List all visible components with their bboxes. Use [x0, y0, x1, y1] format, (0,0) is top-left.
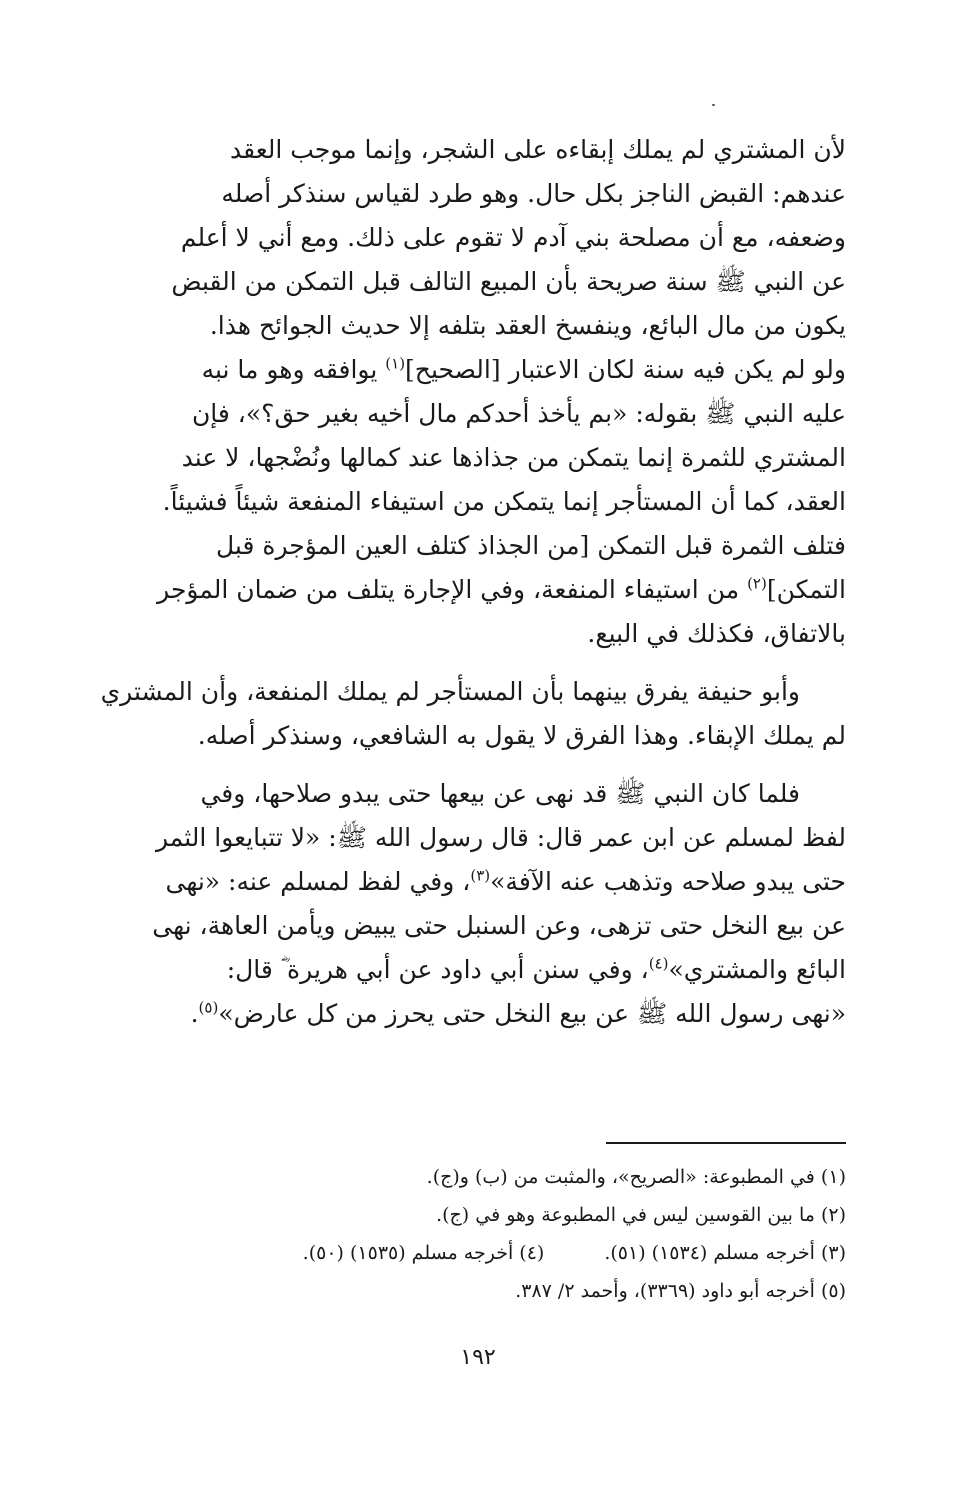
footnote-ref: (٣)	[470, 866, 491, 885]
footnote: (٤) أخرجه مسلم (١٥٣٥) (٥٠).	[302, 1242, 545, 1264]
text-segment: يوافقه وهو ما نبه	[201, 355, 386, 384]
text-line: المشتري للثمرة إنما يتمكن من جذاذها عند كمالها ونُضْجها، لا عند	[181, 443, 846, 472]
text-segment: حتى يبدو صلاحه وتذهب عنه الآفة»	[490, 867, 846, 896]
text-segment: ولو لم يكن فيه سنة لكان الاعتبار [الصحيح]	[405, 355, 846, 384]
text-line: بالاتفاق، فكذلك في البيع.	[587, 619, 846, 648]
footnotes	[100, 1158, 846, 1310]
text-line: عن النبي ﷺ سنة صريحة بأن المبيع التالف قبل التمكن من القبض	[171, 267, 846, 296]
text-line: فتلف الثمرة قبل التمكن [من الجذاذ كتلف العين المؤجرة قبل	[215, 531, 846, 560]
footnote: (٢) ما بين القوسين ليس في المطبوعة وهو في (ج).	[436, 1204, 846, 1226]
footnote-row	[100, 1234, 846, 1272]
footnote-ref: (٢)	[747, 574, 767, 593]
text-line: العقد، كما أن المستأجر إنما يتمكن من استيفاء المنفعة شيئاً فشيئاً.	[162, 487, 846, 516]
text-segment: البائع والمشتري»	[668, 955, 846, 984]
main-text	[100, 128, 846, 1036]
text-line: لفظ لمسلم عن ابن عمر قال: قال رسول الله ﷺ: «لا تتبايعوا الثمر	[156, 823, 846, 852]
footnote-ref: (٤)	[648, 954, 669, 973]
text-line: يكون من مال البائع، وينفسخ العقد بتلفه إلا حديث الجوائح هذا.	[209, 311, 846, 340]
text-segment: من استيفاء المنفعة، وفي الإجارة يتلف من ضمان المؤجر	[157, 575, 748, 604]
footnote: (٣) أخرجه مسلم (١٥٣٤) (٥١).	[604, 1242, 846, 1264]
scan-speck	[712, 104, 715, 106]
text-segment: التمكن]	[766, 575, 846, 604]
text-segment: ، وفي سنن أبي داود عن أبي هريرة ؓ قال:	[226, 955, 649, 984]
text-line	[100, 992, 846, 1036]
page-number: ١٩٢	[460, 1345, 496, 1370]
text-line	[100, 348, 846, 392]
text-line	[100, 948, 846, 992]
text-line: عندهم: القبض الناجز بكل حال. وهو طرد لقياس سنذكر أصله	[221, 179, 846, 208]
text-line: عن بيع النخل حتى تزهى، وعن السنبل حتى يبيض ويأمن العاهة، نهى	[152, 911, 846, 940]
text-line: لأن المشتري لم يملك إبقاءه على الشجر، وإنما موجب العقد	[229, 135, 846, 164]
text-line: وأبو حنيفة يفرق بينهما بأن المستأجر لم يملك المنفعة، وأن المشتري	[100, 677, 800, 706]
paragraph-gap	[100, 656, 846, 670]
text-segment: .	[190, 999, 199, 1028]
text-line: عليه النبي ﷺ بقوله: «بم يأخذ أحدكم مال أخيه بغير حق؟»، فإن	[191, 399, 846, 428]
footnote: (١) في المطبوعة: «الصريح»، والمثبت من (ب) و(ج).	[426, 1166, 846, 1188]
text-segment: ، وفي لفظ لمسلم عنه: «نهى	[165, 867, 471, 896]
text-line: فلما كان النبي ﷺ قد نهى عن بيعها حتى يبدو صلاحها، وفي	[200, 779, 800, 808]
text-line	[100, 568, 846, 612]
text-line	[100, 860, 846, 904]
footnote: (٥) أخرجه أبو داود (٣٣٦٩)، وأحمد ٢/ ٣٨٧.	[515, 1280, 846, 1302]
footnote-ref: (٥)	[198, 998, 219, 1017]
text-line: لم يملك الإبقاء. وهذا الفرق لا يقول به الشافعي، وسنذكر أصله.	[197, 721, 846, 750]
paragraph-gap	[100, 758, 846, 772]
text-segment: «نهى رسول الله ﷺ عن بيع النخل حتى يحرز من كل عارض»	[218, 999, 846, 1028]
footnote-separator	[606, 1142, 846, 1144]
footnote-ref: (١)	[385, 354, 406, 373]
text-line: وضعفه، مع أن مصلحة بني آدم لا تقوم على ذلك. ومع أني لا أعلم	[180, 223, 846, 252]
